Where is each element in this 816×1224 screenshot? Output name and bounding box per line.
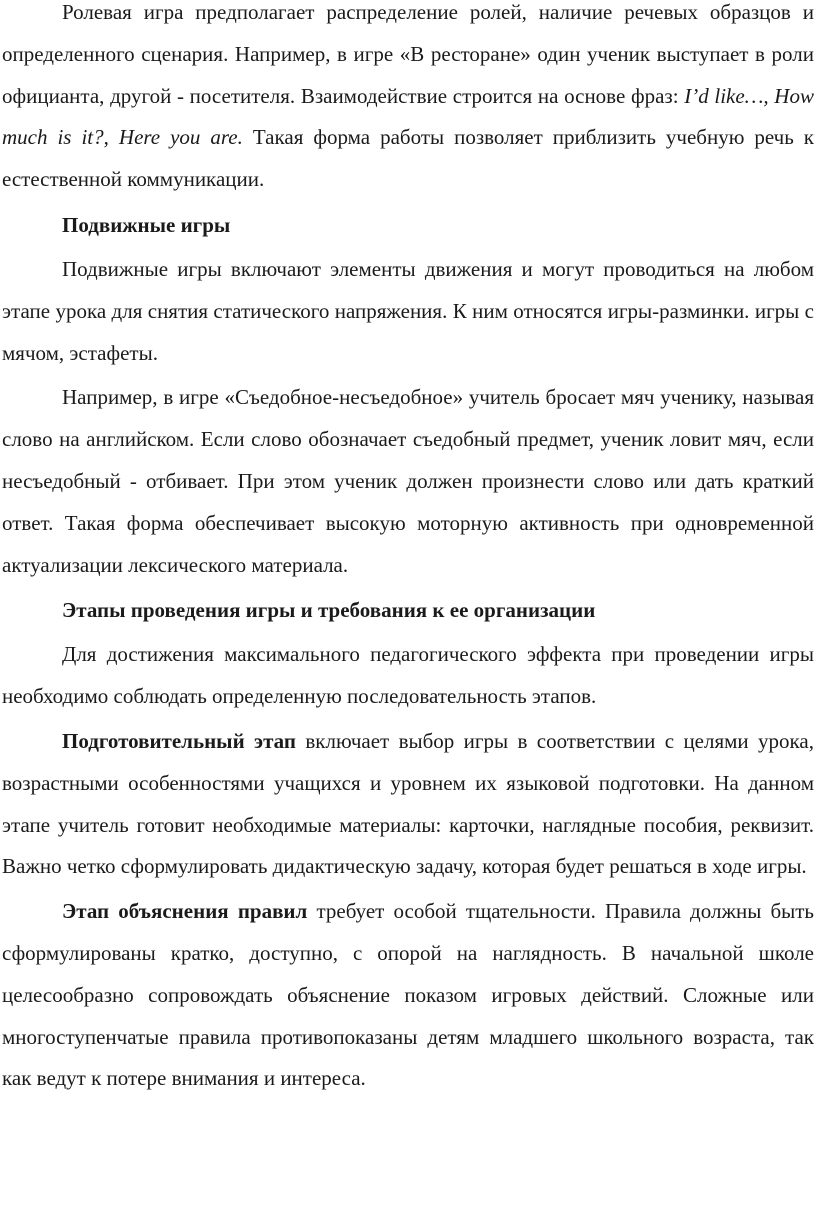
paragraph-text: , (103, 125, 119, 150)
paragraph-preparatory-stage (2, 721, 814, 888)
paragraph-text: Ролевая игра предполагает распределение ролей, наличие речевых образцов и определенного сценария. Например, в игре «В ресторане» один ученик выступает в роли официанта, другой - посетителя. Взаимодействие строится на основе фраз: (2, 0, 814, 108)
italic-phrase: I’d like…, How much is it? (2, 83, 814, 150)
paragraph-role-play (2, 0, 814, 201)
paragraph-text: требует особой тщательности. Правила должны быть сформулированы кратко, доступно, с опорой на наглядность. В начальной школе целесообразно сопровождать объяснение показом игровых действий. Сложные или многоступенчатые правила противопоказаны детям младшего школьного возраста, так как ведут к потере внимания и интереса. (2, 899, 814, 1091)
bold-term: Подготовительный этап (62, 728, 296, 753)
paragraph-edible-game: Например, в игре «Съедобное-несъедобное» учитель бросает мяч ученику, называя слово на английском. Если слово обозначает съедобный предмет, ученик ловит мяч, если несъедобный - отбивает. При этом ученик должен произнести слово или дать краткий ответ. Такая форма обеспечивает высокую моторную активность при одновременной актуализации лексического материала. (2, 385, 814, 577)
italic-phrase: Here you are. (118, 125, 243, 150)
paragraph-text: включает выбор игры в соответствии с целями урока, возрастными особенностями учащихся и уровнем их языковой подготовки. На данном этапе учитель готовит необходимые материалы: карточки, наглядные пособия, реквизит. Важно четко сформулировать дидактическую задачу, которая будет решаться в ходе игры. (2, 728, 814, 879)
bold-term: Этап объяснения правил (62, 899, 308, 924)
paragraph-stages-intro: Для достижения максимального педагогического эффекта при проведении игры необходимо соблюдать определенную последовательность этапов. (2, 642, 814, 709)
paragraph-text: Такая форма работы позволяет приблизить учебную речь к естественной коммуникации. (2, 125, 815, 192)
section-heading-active-games: Подвижные игры (62, 212, 231, 237)
paragraph-active-games: Подвижные игры включают элементы движения и могут проводиться на любом этапе урока для снятия статического напряжения. К ним относятся игры-разминки. игры с мячом, эстафеты. (2, 256, 814, 365)
paragraph-rules-stage (2, 891, 814, 1100)
section-heading-game-stages: Этапы проведения игры и требования к ее организации (62, 598, 596, 623)
